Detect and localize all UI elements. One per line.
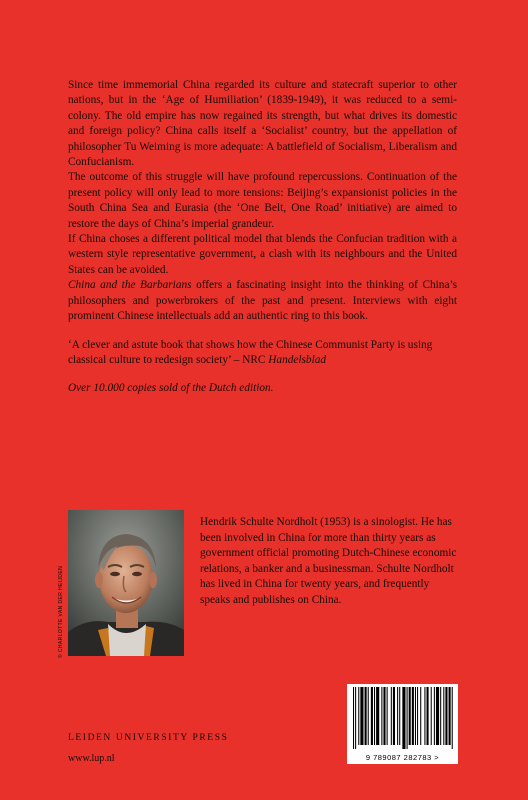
barcode-bar	[436, 687, 439, 745]
barcode-bar	[449, 687, 451, 745]
review-source: Handelsblad	[268, 353, 327, 366]
author-bio: Hendrik Schulte Nordholt (1953) is a sinologist. He has been involved in China for more than thirty years as government official promoting Dutch-Chinese economic relations, a banker and a businessman. Schulte Nordholt has lived in China for twenty years, and frequently speaks and publishes on China.	[200, 516, 457, 606]
sales-note-edition: Dutch edition.	[208, 382, 274, 395]
book-title-inline: China and the Barbarians	[68, 279, 192, 292]
barcode-bar	[409, 687, 411, 745]
author-photo	[68, 510, 184, 656]
barcode-bar	[415, 687, 416, 745]
barcode-bar	[358, 687, 359, 745]
barcode-bar	[407, 687, 408, 749]
barcode-bar	[397, 687, 398, 745]
barcode-bar	[440, 687, 441, 745]
blurb-paragraph-3: If China choses a different political model that blends the Confucian tradition with a western style representative government, a clash with its neighbours and the United States can be avoided.	[68, 233, 457, 276]
barcode-bar	[355, 687, 356, 749]
barcode-bar	[434, 687, 435, 745]
isbn-barcode	[347, 684, 458, 764]
sales-note-text: Over 10.000 copies sold of the	[68, 382, 209, 395]
barcode-bar	[383, 687, 385, 745]
isbn-number: 9 789087 282783 >	[365, 753, 440, 762]
blurb-paragraph-1: Since time immemorial China regarded its culture and statecraft superior to other nations, but in the ‘Age of Humiliation’ (1839-1949), it was reduced to a semi-colony. The old empire has now regained its strength, but what drives its domestic and foreign policy? China calls itself a ‘Socialist’ country, but the appellation of philosopher Tu Weiming is more adequate: A battlefield of Socialism, Liberalism and Confucianism.	[68, 79, 457, 169]
photo-credit: © CHARLOTTE VAN DER HEIJDEN	[58, 565, 64, 658]
barcode-bar	[412, 687, 414, 745]
barcode-bar	[445, 687, 447, 745]
blurb-paragraph-2: The outcome of this struggle will have profound repercussions. Continuation of the present policy will only lead to more tensions: Beijing’s expansionist policies in the South China Sea and Eurasia (the ‘One Belt, One Road’ initiative) are aimed to restore the days of China’s imperial grandeur.	[68, 171, 457, 230]
blurb-paragraph-4	[68, 278, 457, 324]
barcode-bar	[368, 687, 369, 745]
barcode-bar	[371, 687, 373, 745]
barcode-bar	[360, 687, 363, 745]
barcode-bar	[353, 687, 354, 749]
barcode-bar	[387, 687, 388, 745]
barcode-bar	[391, 687, 392, 745]
barcode-bar	[365, 687, 367, 745]
review-quote-text: ‘A clever and astute book that shows how the Chinese Communist Party is using classical culture to redesign society’ – NRC	[68, 338, 433, 366]
barcode-bar	[402, 687, 405, 749]
barcode-bar	[424, 687, 425, 745]
publisher-website: www.lup.nl	[68, 753, 115, 764]
barcode-bar	[431, 687, 432, 745]
barcode-bar	[420, 687, 421, 745]
barcode-bar	[376, 687, 379, 745]
back-cover-text	[68, 78, 457, 397]
barcode-bar	[452, 687, 453, 749]
sales-note	[68, 381, 457, 396]
author-portrait-image	[68, 510, 184, 656]
barcode-bar	[399, 687, 400, 745]
barcode-bar	[417, 687, 418, 745]
barcode-bars	[351, 687, 454, 749]
barcode-bar	[381, 687, 382, 745]
barcode-bar	[374, 687, 375, 745]
publisher-name: LEIDEN UNIVERSITY PRESS	[68, 733, 229, 743]
barcode-bar	[427, 687, 429, 745]
blurb-paragraph-4-text: offers a fascinating insight into the thinking of China’s philosophers and powerbrokers of the past and present. Interviews with eight prominent Chinese intellectuals add an authentic ring to this book.	[68, 279, 457, 323]
barcode-bar	[393, 687, 395, 745]
review-quote	[68, 338, 457, 369]
barcode-bar	[443, 687, 444, 745]
